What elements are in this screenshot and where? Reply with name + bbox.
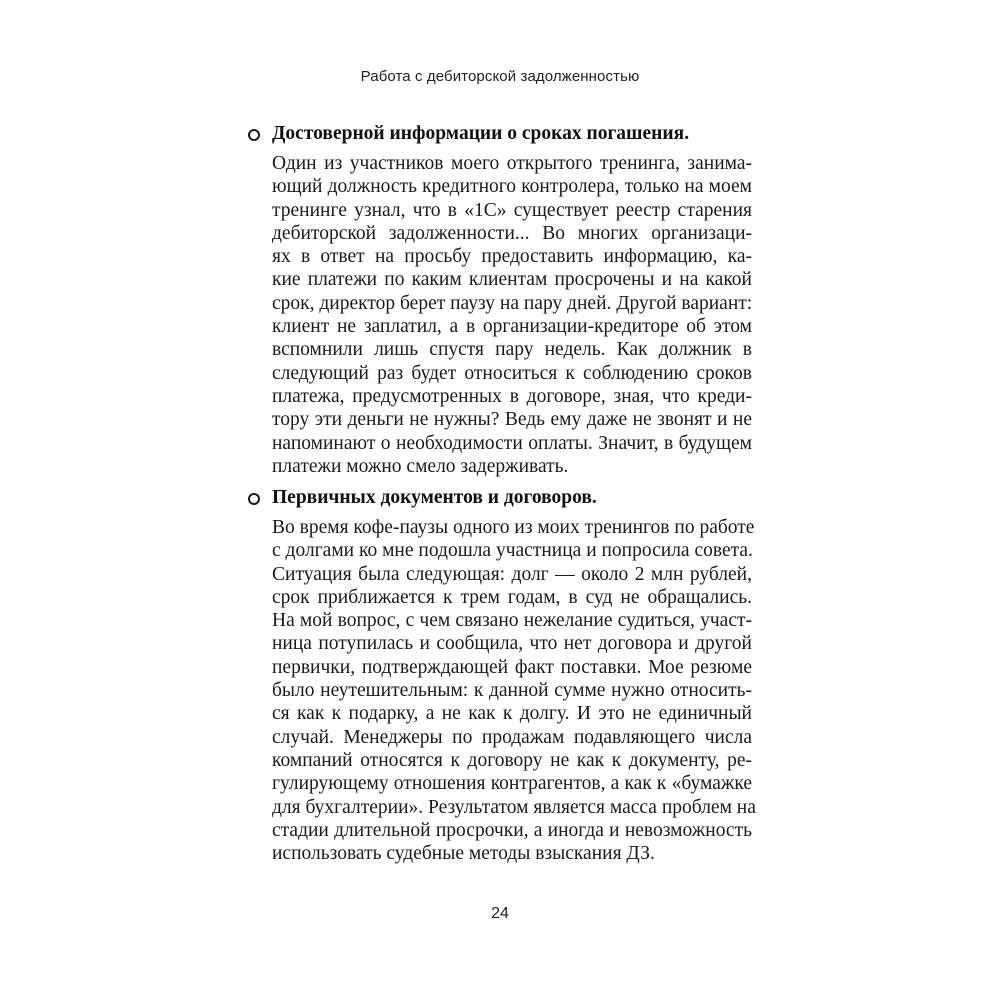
text-line: тору эти деньги не нужны? Ведь ему даже не звонят и не — [272, 409, 752, 431]
text-line: Один из участников моего открытого тренинга, занима- — [272, 153, 752, 174]
running-header: Работа с дебиторской задолженностью — [360, 68, 640, 85]
page-number: 24 — [491, 905, 509, 922]
text-line: ющий должность кредитного контролера, только на моем — [272, 176, 752, 198]
text-line: первички, подтверждающей факт поставки. Мое резюме — [272, 656, 752, 678]
text-line: клиент не заплатил, а в организации-кредиторе об этом — [272, 316, 752, 338]
section-heading: Первичных документов и договоров. — [272, 487, 597, 508]
text-line: ница потупилась и сообщила, что нет договора и другой — [272, 633, 752, 655]
text-line: Во время кофе-паузы одного из моих тренингов по работе — [272, 517, 755, 538]
text-line: было неутешительным: к данной сумме нужно относить- — [272, 680, 752, 702]
text-line: стадии длительной просрочки, а иногда и невозможность — [272, 819, 752, 841]
text-line: платежи можно смело задерживать. — [272, 455, 569, 477]
circle-bullet-icon — [248, 129, 260, 141]
text-line: использовать судебные методы взыскания ДЗ. — [272, 843, 655, 865]
text-line: случай. Менеджеры по продажам подавляющего числа — [272, 726, 752, 748]
text-line: тренинге узнал, что в «1С» существует реестр старения — [272, 199, 752, 221]
section-heading: Достоверной информации о сроках погашения. — [272, 123, 690, 144]
text-line: дебиторской задолженности... Во многих организаци- — [272, 222, 752, 244]
text-line: вспомнили лишь спустя пару недель. Как должник в — [272, 339, 752, 361]
text-line: с долгами ко мне подошла участница и попросила совета. — [272, 540, 753, 562]
text-line: компаний относятся к договору не как к документу, ре- — [272, 749, 752, 771]
section-body — [272, 152, 752, 478]
text-line: Ситуация была следующая: долг — около 2 млн рублей, — [272, 563, 752, 585]
section-body — [272, 516, 756, 865]
text-line: На мой вопрос, с чем связано нежелание судиться, участ- — [272, 610, 752, 632]
circle-bullet-icon — [248, 493, 260, 505]
text-line: кие платежи по каким клиентам просрочены и на какой — [272, 269, 752, 291]
text-line: ях в ответ на просьбу предоставить информацию, ка- — [272, 246, 752, 268]
text-line: платежа, предусмотренных в договоре, зная, что креди- — [272, 385, 752, 407]
text-line: следующий раз будет относиться к соблюдению сроков — [272, 362, 752, 384]
text-line: срок приближается к трем годам, в суд не обращались. — [272, 586, 752, 608]
text-line: гулирующему отношения контрагентов, а как к «бумажке — [272, 773, 752, 795]
text-line: срок, директор берет паузу на пару дней. Другой вариант: — [272, 292, 753, 314]
text-line: напоминают о необходимости оплаты. Значит, в будущем — [272, 432, 752, 454]
text-line: для бухгалтерии». Результатом является масса проблем на — [272, 796, 756, 818]
text-line: ся как к подарку, а не как к долгу. И это не единичный — [272, 703, 752, 725]
